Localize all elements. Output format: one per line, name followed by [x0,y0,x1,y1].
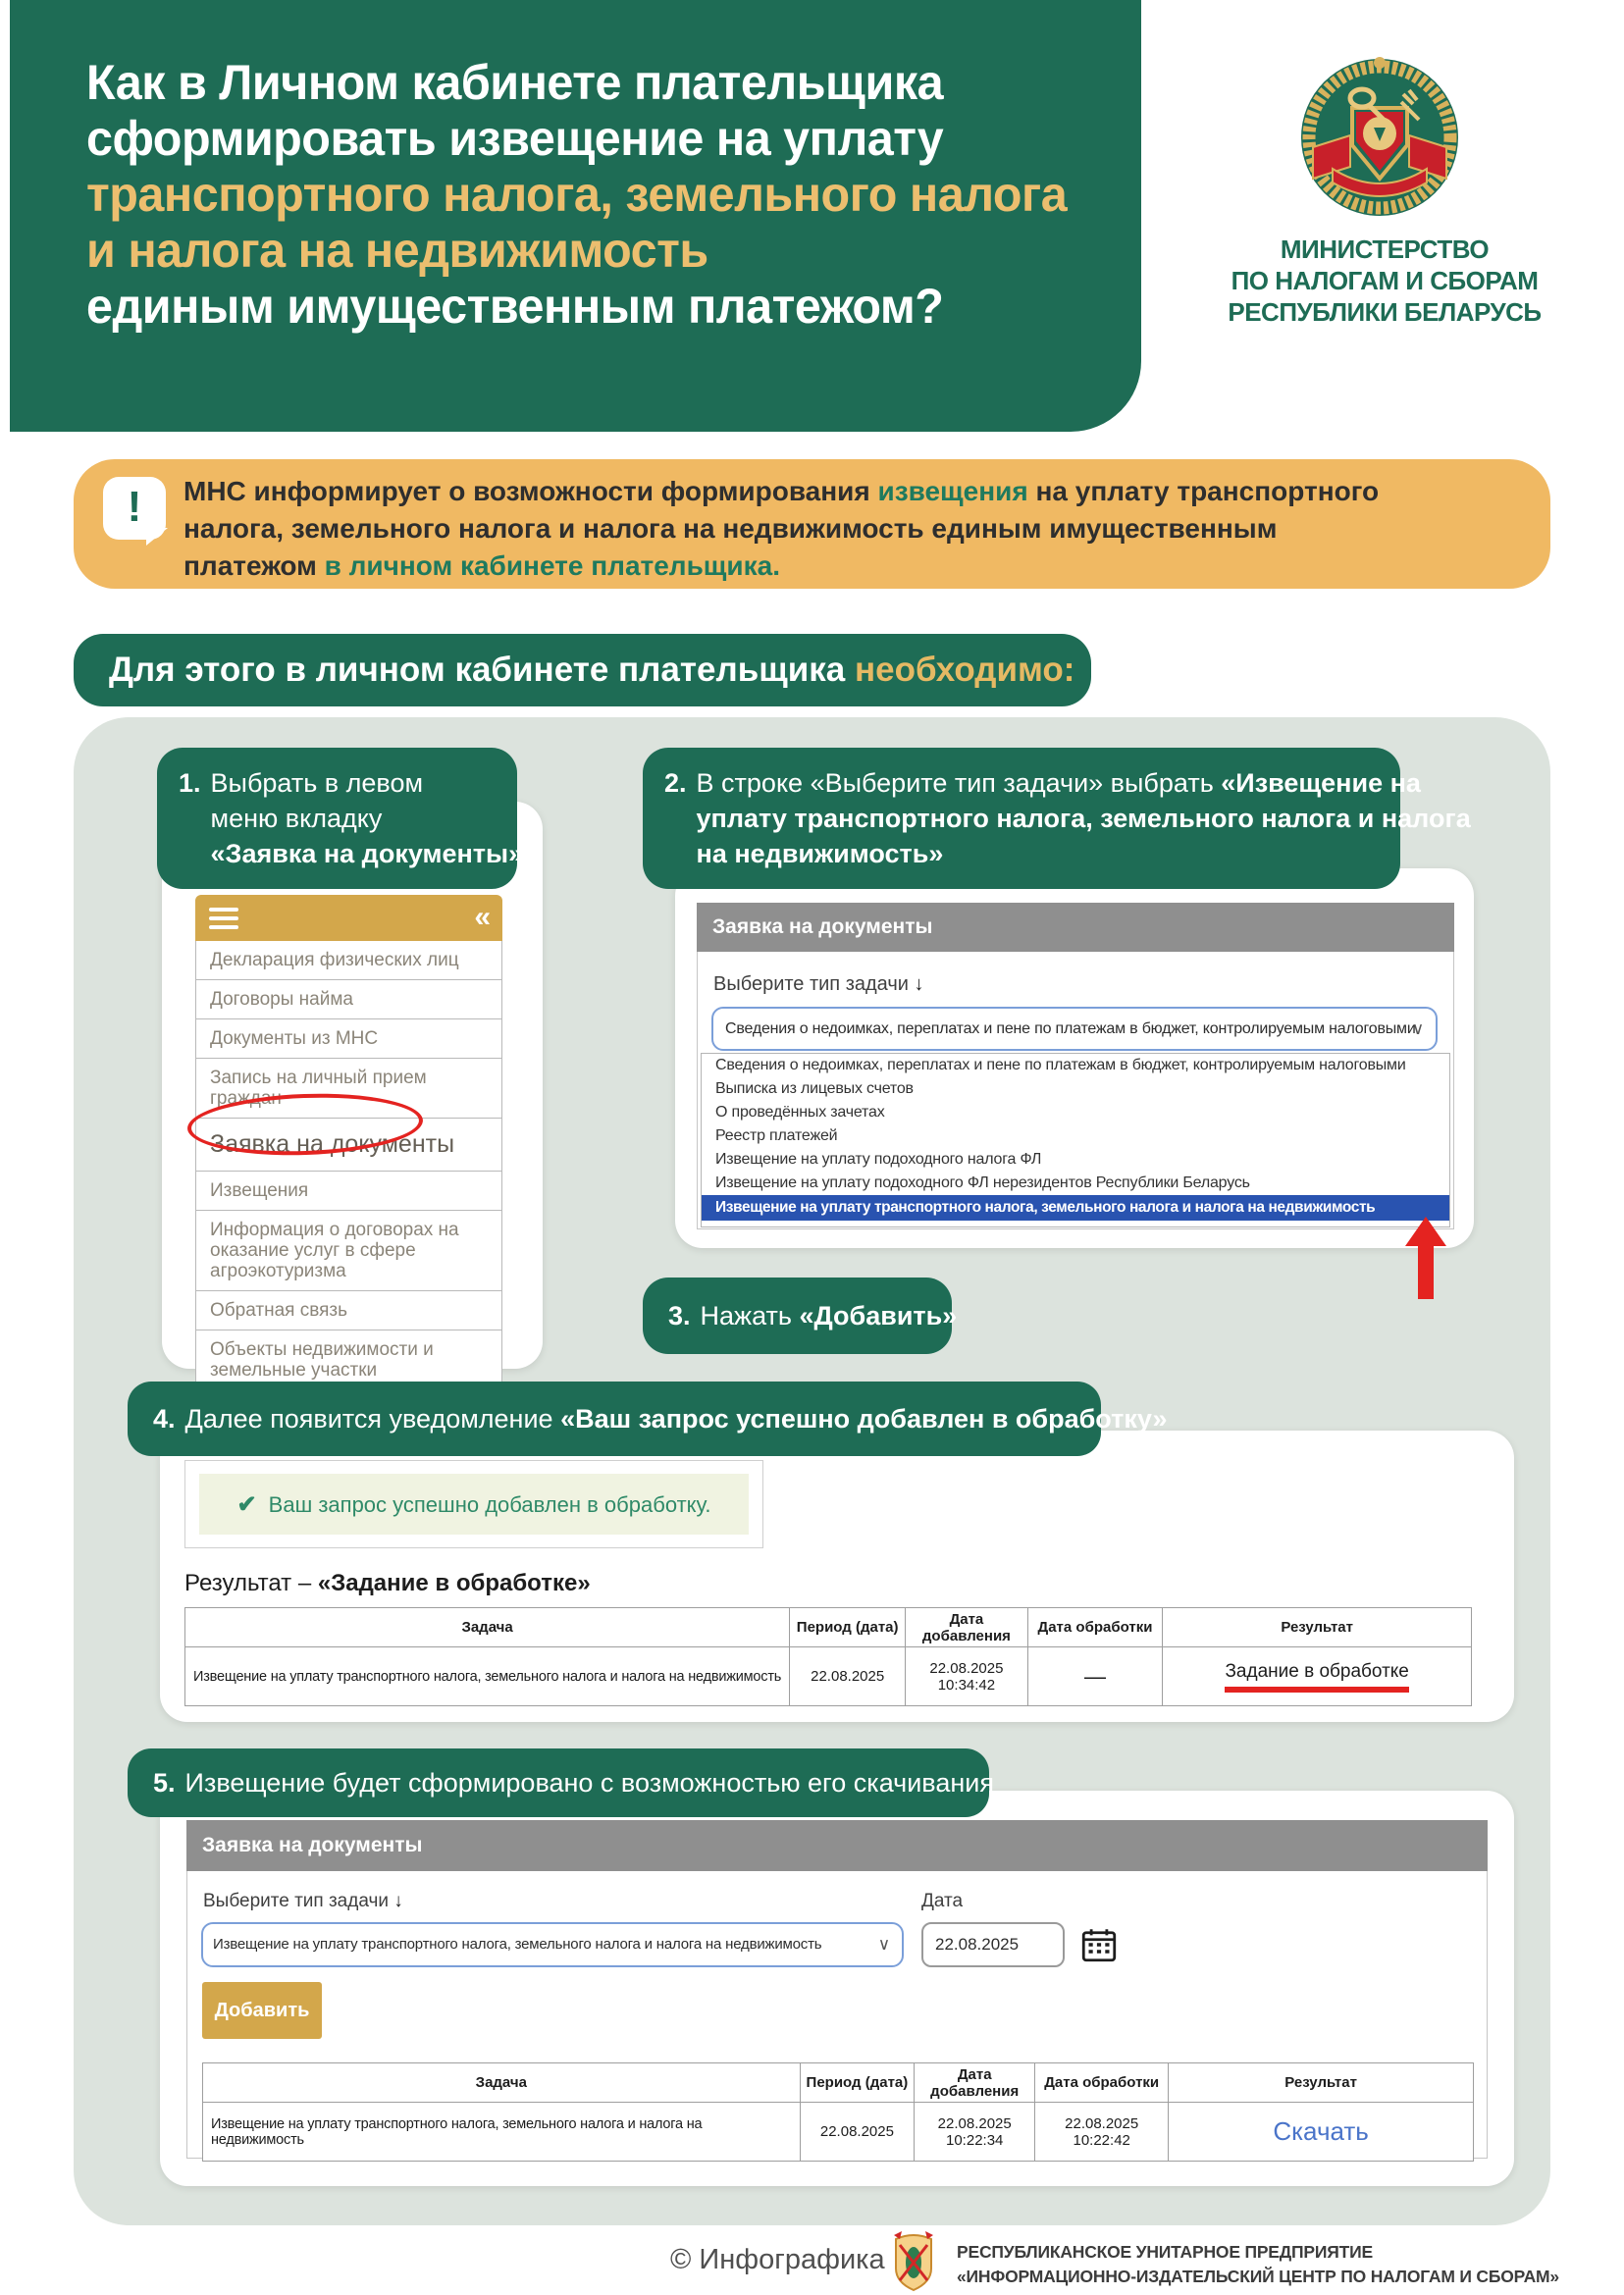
table-header-row: Задача Период (дата) Дата добавления Дата обработки Результат [185,1608,1472,1647]
menu-header [195,895,502,941]
option-item[interactable]: Извещение на уплату подоходного налога ФЛ [715,1151,1042,1168]
result-screenshot-card [160,1431,1514,1722]
publisher-name: РЕСПУБЛИКАНСКОЕ УНИТАРНОЕ ПРЕДПРИЯТИЕ «ИНФОРМАЦИОННО-ИЗДАТЕЛЬСКИЙ ЦЕНТР ПО НАЛОГАМ И СБОРАМ» [957,2242,1559,2286]
dropdown-screenshot-card [675,868,1474,1248]
ministry-name: МИНИСТЕРСТВО ПО НАЛОГАМ И СБОРАМ РЕСПУБЛИКИ БЕЛАРУСЬ [1228,235,1542,327]
title-line-highlight: транспортного налога, земельного налога [86,167,1068,222]
sidebar-item-notifications[interactable]: Извещения [195,1172,502,1211]
sidebar-item-real-estate[interactable]: Объекты недвижимости и земельные участки [195,1330,502,1390]
step4-bar: 4. Далее появится уведомление «Ваш запрос успешно добавлен в обработку» [128,1382,1101,1456]
option-item[interactable]: Выписка из лицевых счетов [715,1080,914,1097]
download-link[interactable]: Скачать [1273,2116,1369,2146]
red-arrow-up-icon [1405,1217,1446,1299]
task-type-select[interactable]: Сведения о недоимках, переплатах и пене по платежам в бюджет, контролируемым налоговыми ∨ [711,1007,1438,1051]
result-caption: Результат – «Задание в обработке» [184,1570,591,1596]
step2-box: 2. В строке «Выберите тип задачи» выбрать «Извещение на уплату транспортного налога, земельного налога и налога на недвижимость» [643,748,1400,889]
table-row: Извещение на уплату транспортного налога, земельного налога и налога на недвижимость 22.08.2025 22.08.2025 10:34:42 — Задание в обработке [185,1647,1472,1706]
added-date-cell: 22.08.2025 10:34:42 [906,1647,1028,1706]
sidebar-item-lease-contracts[interactable]: Договоры найма [195,980,502,1019]
option-item[interactable]: Извещение на уплату подоходного ФЛ нерезидентов Республики Беларусь [715,1174,1250,1191]
down-arrow-icon: ↓ [393,1891,403,1911]
title-line: Как в Личном кабинете плательщика [86,55,944,110]
date-label: Дата [921,1891,964,1911]
page-title [86,55,1067,335]
option-item[interactable]: О проведённых зачетах [715,1104,885,1121]
added-date-cell: 22.08.2025 10:22:34 [915,2103,1035,2162]
step5-bar: 5. Извещение будет сформировано с возможностью его скачивания [128,1748,989,1817]
check-icon: ✔ [236,1491,257,1518]
exclamation-icon: ! [103,477,166,540]
ministry-emblem-icon [1293,51,1466,224]
calendar-icon[interactable] [1078,1924,1120,1965]
status-badge: Задание в обработке [1225,1661,1408,1693]
window-body [186,1871,1488,2159]
section-heading: Для этого в личном кабинете плательщика необходимо: [74,634,1091,706]
down-arrow-icon: ↓ [914,973,924,995]
success-notification: ✔ Ваш запрос успешно добавлен в обработку. [184,1460,763,1548]
sidebar-item-feedback[interactable]: Обратная связь [195,1291,502,1330]
header-banner [10,0,1141,432]
title-line: сформировать извещение на уплату [86,111,944,166]
hamburger-menu-icon[interactable] [209,908,238,934]
collapse-chevron-icon[interactable]: « [474,901,491,933]
step1-box: 1. Выбрать в левом меню вкладку «Заявка на документы» [157,748,517,889]
title-line: единым имущественным платежом? [86,279,944,334]
notice-banner [74,459,1550,589]
option-item[interactable]: Реестр платежей [715,1127,838,1144]
tasks-table [184,1607,1472,1706]
task-type-label: Выберите тип задачи ↓ [713,973,924,995]
download-screenshot-card [160,1791,1514,2186]
notice-text: МНС информирует о возможности формирования извещения на уплату транспортного налога, земельного налога и налога на недвижимость единым имущественным платежом в личном кабинете плательщика. [183,476,1380,581]
chevron-down-icon: ∨ [877,1935,890,1954]
option-item[interactable]: Сведения о недоимках, переплатах и пене по платежам в бюджет, контролируемым налоговыми [715,1057,1406,1073]
date-input[interactable]: 22.08.2025 [921,1922,1065,1967]
title-line-highlight: и налога на недвижимость [86,223,708,278]
window-title: Заявка на документы [697,903,1454,952]
sidebar-item-declaration[interactable]: Декларация физических лиц [195,941,502,980]
processed-date-cell: 22.08.2025 10:22:42 [1035,2103,1169,2162]
task-type-options [701,1053,1450,1227]
window-body [697,952,1454,1229]
copyright: © Инфографика [670,2244,885,2275]
option-item-selected[interactable]: Извещение на уплату транспортного налога, земельного налога и налога на недвижимость [702,1195,1449,1221]
sidebar-item-agrotourism[interactable]: Информация о договорах на оказание услуг в сфере агроэкотуризма [195,1211,502,1291]
table-row: Извещение на уплату транспортного налога, земельного налога и налога на недвижимость 22.08.2025 22.08.2025 10:22:34 22.08.2025 10:22:42 Скачать [203,2103,1474,2162]
sidebar-item-appointment[interactable]: Запись на личный прием граждан [195,1059,502,1119]
window-title: Заявка на документы [186,1820,1488,1871]
sidebar-item-document-request[interactable]: Заявка на документы [195,1119,502,1172]
task-type-label: Выберите тип задачи ↓ [203,1891,403,1911]
table-header-row: Задача Период (дата) Дата добавления Дата обработки Результат [203,2063,1474,2103]
steps-panel [74,717,1550,2225]
step3-box: 3. Нажать «Добавить» [643,1278,952,1354]
tasks-table [202,2062,1474,2162]
sidebar-item-documents-from-mns[interactable]: Документы из МНС [195,1019,502,1059]
task-type-select[interactable]: Извещение на уплату транспортного налога, земельного налога и налога на недвижимость ∨ [201,1922,904,1967]
add-button[interactable]: Добавить [202,1982,322,2039]
chevron-down-icon: ∨ [1411,1019,1424,1038]
publisher-emblem-icon [886,2229,941,2292]
